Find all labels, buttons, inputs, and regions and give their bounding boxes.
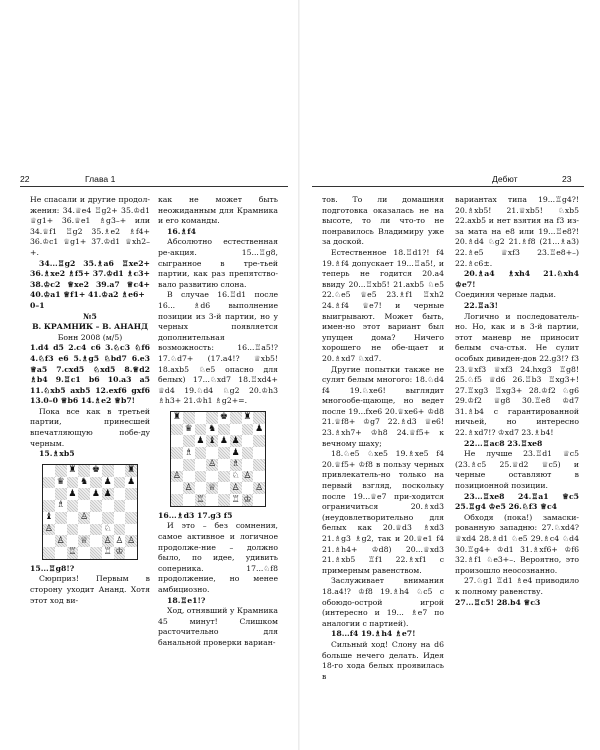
page-number-right: 23 [562,174,572,184]
board-square [67,477,79,489]
board-square [195,459,207,471]
chess-piece: ♝ [44,512,53,523]
board-square [206,494,218,506]
chess-piece: ♙ [127,535,136,546]
board-square [171,447,183,459]
header-rule [20,186,288,187]
text-paragraph: 18.♘e5 ♘xe5 19.♗xe5 f4 20.♕f5+ ♔f8 в пользу черных привлекатель-но только на первый взгляд, поскольку после 19...♕e7 при-ходится ограничиться 20.♗xd3 (неудовлетворительно для белых как 20.♕d3 ♗xd3 21.♗g3 ♗g2, так и 20.♕e1 f4 21.♗h4+ ♔d8) 20...♕xd3 21.♗xb5 ♖f1 22.♗xf1 с примерным равенством. [322,449,444,575]
chess-piece: ♞ [208,424,217,434]
board-square [242,459,254,471]
board-square [253,494,265,506]
chess-piece: ♚ [91,465,100,476]
text-paragraph: 18...f4 19.♗h4 ♗e7! [331,629,416,639]
text-paragraph: Другие попытки также не сулят белым многого: 18.♘d4 f4 19.♘xe6! выглядит многообе-щающе, но ведет после 19...fxe6 20.♕xe6+ ♔d8 21.♕f8+ ♔g7 22.♗d3 ♕e6! 23.♗xh7+ ♔h8 24.♕f5+ к вечному шаху; [322,364,444,448]
chess-piece: ♜ [243,412,252,423]
header-rule [312,186,584,187]
board-square [253,459,265,471]
board-square [43,477,55,489]
board-square [78,465,90,477]
chess-piece: ♖ [196,494,205,505]
chess-piece: ♛ [56,476,65,487]
chess-piece: ♖ [68,547,77,558]
board-square [90,547,102,559]
board-square [90,535,102,547]
chess-piece: ♟ [91,488,100,499]
board-square [218,459,230,471]
text-paragraph: 18.♖e1!? [167,595,206,605]
text-paragraph: 34...♖g2 35.♗a6 ♖xe2+ 36.♗xe2 ♗f5+ 37.♔d1 ♗c3+ 38.♔c2 ♕xe2 39.a7 ♕c4+ 40.♔a1 ♕f1+ 41.♔a2 ♗e6+ [30,258,150,300]
text-paragraph: 1.d4 d5 2.c4 c6 3.♘c3 ♘f6 4.♘f3 e6 5.♗g5 ♘bd7 6.e3 ♕a5 7.cxd5 ♘xd5 8.♕d2 ♗b4 9.♖c1 b6 10.a3 a5 11.♘xb5 axb5 12.exf6 gxf6 13.0–0 ♕b6 14.♗e2 ♕b7! [30,343,150,406]
text-paragraph: И это – без сомнения, самое активное и логичное продолже-ние – должно было, по идее, удивить соперника. 17...♘f8 продолжение, но менее амбициозно. [158,521,278,595]
chess-piece: ♙ [243,471,252,481]
text-paragraph: 0–1 [30,300,45,310]
board-square [55,512,67,524]
board-square [125,488,137,500]
board-square [102,512,114,524]
text-paragraph: Сюрприз! Первым в сторону уходит Ананд. Хотя этот ход ви- [30,574,150,605]
left-page-column-1 [30,195,150,606]
text-paragraph: 15.♗xb5 [39,449,75,459]
text-paragraph: 22.♖a3! [464,300,498,310]
text-paragraph: 27...♖c5! 28.b4 ♕c3 [455,597,541,607]
board-square [183,471,195,483]
chess-piece: ♙ [115,535,124,546]
board-square [230,412,242,424]
text-paragraph: Естественное 18.♖d1?! f4 19.♗f4 допускает 19...♖a5!, и теперь не годится 20.a4 ввиду 20...♖xb5! 21.axb5 ♘e5 22.♘e5 ♕e5 23.♗f1 ♖xh2 24.♗f4 ♕e7! и черные выигрывают. Может быть, имен-но этот вариант был упущен дома? Ничего хорошего не обе-щает и 20.♗xd7 ♘xd7. [322,247,444,363]
chess-piece: ♟ [103,488,112,499]
board-square [114,465,126,477]
text-paragraph: вариантах типа 19...♖g4?! 20.♗xb5! 21.♕xb5! ♘xb5 22.axb5 и нет взятия на f3 из-за мата на e8 или 19...♖e8?! 20.♗d4 ♘g2 21.♗f8 (21...♗a3) 22.♗e5 ♕xf3 23.♖e8+–) 22.♗c6±. [455,195,579,268]
board-square [218,494,230,506]
chess-piece: ♟ [196,435,205,446]
chess-piece: ♙ [184,482,193,493]
chess-piece: ♘ [231,471,240,481]
board-square [242,447,254,459]
text-paragraph: Не спасали и другие продол-жения: 34.♕e4 ♖g2+ 35.♔d1 ♕g1+ 36.♕e1 ♗g3–+ или 34.♕f1 ♖g2 35.♗e2 ♗f4+ 36.♔c1 ♕g1+ 37.♔d1 ♕xh2–+. [30,195,150,257]
text-paragraph: Не лучше 23.♖d1 ♕c5 (23.♗c5 25.♕d2 ♕c5) и черные оставляют в позиционной позиции. [455,449,579,491]
left-page-column-2 [158,195,278,649]
text-paragraph: №5 [83,311,97,321]
board-square [78,488,90,500]
chess-piece: ♟ [231,435,240,446]
board-square [114,477,126,489]
running-head-chapter: Глава 1 [85,174,116,184]
chess-piece: ♜ [172,412,181,423]
chess-piece: ♟ [103,476,112,487]
board-square [90,500,102,512]
board-square [195,471,207,483]
board-square [253,412,265,424]
chess-piece: ♘ [103,523,112,534]
chess-piece: ♟ [219,435,228,446]
text-paragraph: 23...♖xe8 24.♖a1 ♕c5 25.♖g4 ♔e5 26.♘f3 ♕c4 [455,491,579,512]
text-paragraph: 20.♗a4 ♗xh4 21.♘xh4 ♔e7! [455,269,579,289]
chess-piece: ♜ [68,465,77,476]
text-paragraph: Заслуживает внимания 18.a4!? ♔f8 19.♗h4 ♘c5 с обоюдо-острой игрой (интересно и 19... ♗e7 по аналогии с партией). [322,576,444,628]
chess-piece: ♖ [231,494,240,505]
board-square [67,524,79,536]
chess-piece: ♔ [115,547,124,558]
board-square [171,424,183,436]
chess-piece: ♚ [219,412,228,423]
board-square [55,488,67,500]
board-square [43,465,55,477]
board-square [67,500,79,512]
chess-piece: ♜ [127,465,136,476]
text-paragraph: Пока все как в третьей партии, принесшей впечатляющую побе-ду черным. [30,406,150,448]
text-paragraph: 27.♘g1 ♖d1 ♗e4 приводило к полному равенству. [455,576,579,596]
board-square [125,500,137,512]
board-square [253,435,265,447]
chess-diagram [170,411,266,507]
text-paragraph: Соединяя черные ладьи. [455,290,556,300]
board-square [67,535,79,547]
board-square [78,500,90,512]
board-square [253,447,265,459]
board-square [206,447,218,459]
chess-piece: ♗ [184,447,193,458]
board-square [114,512,126,524]
chess-piece: ♙ [255,482,264,493]
board-square [78,524,90,536]
text-paragraph: тов. То ли домашняя подготовка оказалась не на высоте, то ли что-то не понравилось Владимиру уже за доской. [322,195,444,247]
text-paragraph: Обходя (пока!) замаски-рованную западню: 27.♘xd4? ♕xd4 28.♗d1 ♘e5 29.♗c4 ♘d4 30.♖g4+ ♔d1 31.♗xf6+ ♔f6 32.♗f1 ♘e3+–. Вероятно, это произошло неосознанно. [455,512,579,575]
board-square [102,465,114,477]
text-paragraph: Ход, отнявший у Крамника 45 минут! Слишком расточительно для банальной проверки вариан- [158,606,278,647]
chess-piece: ♟ [231,447,240,458]
board-square [218,447,230,459]
text-paragraph: 22...♖ac8 23.♖xe8 [464,438,543,448]
board-square [195,412,207,424]
right-page-column-1 [322,195,444,682]
board-square [230,424,242,436]
text-paragraph: Сильный ход! Слону на d6 больше нечего делать. Идея 18-го хода белых проявилась в [322,639,444,681]
board-square [195,482,207,494]
chess-piece: ♙ [56,535,65,546]
text-paragraph: В. КРАМНИК – В. АНАНД [32,322,148,332]
board-square [55,524,67,536]
board-square [183,412,195,424]
chess-piece: ♕ [208,482,217,493]
board-square [195,447,207,459]
board-square [78,547,90,559]
board-square [90,512,102,524]
board-square [125,547,137,559]
chess-piece: ♙ [231,482,240,493]
board-square [183,459,195,471]
board-square [183,494,195,506]
text-paragraph: В случае 16.♖d1 после 16... ♗d6 выполнение позиции из 3-й партии, но у черных появляется дополнительная возможность: 16...♖a5!? 17.♘d7+ (17.a4!? ♕xb5! 18.axb5 ♘e5 опасно для белых) 17...♘xd7 18.♖xd4+ ♕d4 19.♘d4 ♘g2 20.♔h3 ♗h3+ 21.♔h1 ♗g2+=. [158,290,278,406]
board-square [218,424,230,436]
board-square [114,488,126,500]
page-number-left: 22 [20,174,30,184]
text-paragraph: Логично и последователь-но. Но, как и в 3-й партии, этот маневр не приносит белым сча-стья. Не сулит особых дивиден-дов 22.g3!? f3 23.♕xf3 ♕xf3 24.hxg3 ♖g8! 25.♘f5 ♕d6 26.♖b3 ♖xg3+! 27.♖xg3 ♖xg3+ 28.♔f2 ♘g6 29.♔f2 ♕g8 30.♖e8 ♔d7 31.♗b4 с гарантированной ничьей, но интересно 22.♗xd7!? ♔xd7 23.♗b4! [455,311,579,438]
board-square [43,500,55,512]
board-square [114,500,126,512]
text-paragraph: как не может быть неожиданным для Крамника и его команды. [158,195,278,226]
chess-piece: ♙ [44,523,53,534]
chess-piece: ♟ [127,476,136,487]
board-square [206,412,218,424]
board-square [171,494,183,506]
board-square [55,465,67,477]
board-square [218,471,230,483]
chess-piece: ♙ [103,535,112,546]
chess-piece: ♖ [103,547,112,558]
board-square [125,524,137,536]
chess-piece: ♟ [68,488,77,499]
board-square [253,471,265,483]
chess-piece: ♗ [56,500,65,511]
chess-piece: ♗ [231,459,240,470]
board-square [43,535,55,547]
running-head-section: Дебют [492,174,518,184]
board-square [43,547,55,559]
text-paragraph: 15...♖g8!? [30,563,75,573]
board-square [102,500,114,512]
board-square [242,424,254,436]
text-paragraph: Бонн 2008 (м/5) [57,332,123,342]
board-square [218,482,230,494]
board-square [67,512,79,524]
board-square [195,424,207,436]
chess-piece: ♞ [80,476,89,487]
board-square [171,435,183,447]
board-square [242,482,254,494]
board-square [125,512,137,524]
chess-piece: ♝ [208,435,217,446]
chess-piece: ♕ [80,535,89,546]
chess-piece: ♙ [80,512,89,523]
board-square [171,459,183,471]
board-square [114,524,126,536]
text-paragraph: Абсолютно естественная ре-акция. 15...♖g8, сыгранное в тре-тьей партии, как раз препятство-вало развитию слона. [158,237,278,289]
text-paragraph: 16.♗f4 [167,226,196,236]
board-square [43,488,55,500]
board-square [206,471,218,483]
board-square [55,547,67,559]
board-square [90,524,102,536]
board-square [183,435,195,447]
text-paragraph: 16...♗d3 17.g3 f5 [158,510,233,520]
chess-piece: ♙ [172,471,181,481]
right-page [300,0,600,750]
chess-piece: ♔ [243,494,252,505]
chess-piece: ♛ [184,424,193,434]
board-square [242,435,254,447]
chess-piece: ♙ [208,459,217,470]
board-square [171,482,183,494]
chess-diagram [42,464,138,560]
chess-piece: ♟ [255,424,264,434]
right-page-column-2 [455,195,579,608]
board-square [90,477,102,489]
